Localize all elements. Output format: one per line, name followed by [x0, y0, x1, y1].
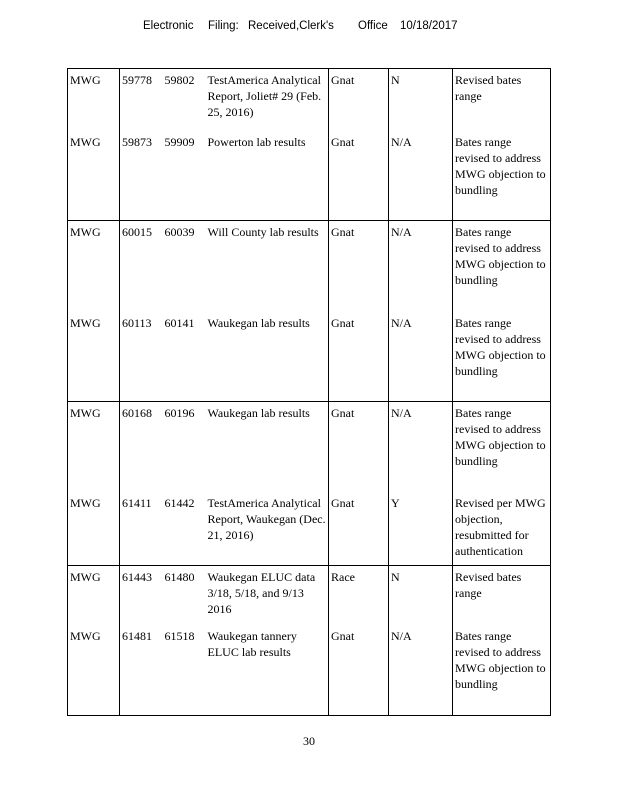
flag-cell: N/A [389, 402, 453, 492]
comment-cell: Bates range revised to address MWG objection to bundling [453, 131, 551, 221]
description-cell: Waukegan lab results [206, 402, 329, 492]
producer-cell: Race [329, 566, 389, 625]
page-number: 30 [303, 734, 315, 748]
header-filing: Filing: [208, 20, 239, 32]
flag-cell: N/A [389, 625, 453, 716]
producer-cell: Gnat [329, 221, 389, 312]
comment-cell: Bates range revised to address MWG objection to bundling [453, 221, 551, 312]
comment-cell: Revised bates range [453, 566, 551, 625]
comment-cell: Bates range revised to address MWG objection to bundling [453, 402, 551, 492]
bates-end-cell: 61480 [163, 566, 206, 625]
party-cell: MWG [68, 221, 120, 312]
comment-cell: Revised per MWG objection, resubmitted for authentication [453, 492, 551, 566]
producer-cell: Gnat [329, 69, 389, 131]
bates-table [67, 68, 551, 716]
flag-cell: N/A [389, 312, 453, 402]
flag-cell: N [389, 566, 453, 625]
party-cell: MWG [68, 566, 120, 625]
header-date: 10/18/2017 [400, 20, 458, 32]
bates-begin-cell: 59778 [120, 69, 163, 131]
header-received-clerks: Received,Clerk's [248, 20, 334, 32]
party-cell: MWG [68, 312, 120, 402]
bates-begin-cell: 61443 [120, 566, 163, 625]
flag-cell: N/A [389, 221, 453, 312]
table-row [68, 566, 551, 625]
table-row [68, 69, 551, 131]
description-cell: Waukegan ELUC data 3/18, 5/18, and 9/13 2016 [206, 566, 329, 625]
party-cell: MWG [68, 69, 120, 131]
bates-end-cell: 59909 [163, 131, 206, 221]
description-cell: Will County lab results [206, 221, 329, 312]
party-cell: MWG [68, 625, 120, 716]
description-cell: Waukegan lab results [206, 312, 329, 402]
header-electronic: Electronic [143, 20, 194, 32]
description-cell: TestAmerica Analytical Report, Joliet# 29 (Feb. 25, 2016) [206, 69, 329, 131]
bates-begin-cell: 59873 [120, 131, 163, 221]
table-row [68, 312, 551, 402]
flag-cell: Y [389, 492, 453, 566]
bates-begin-cell: 60113 [120, 312, 163, 402]
producer-cell: Gnat [329, 131, 389, 221]
table-row [68, 492, 551, 566]
bates-begin-cell: 61411 [120, 492, 163, 566]
flag-cell: N [389, 69, 453, 131]
description-cell: Powerton lab results [206, 131, 329, 221]
bates-end-cell: 60039 [163, 221, 206, 312]
description-cell: Waukegan tannery ELUC lab results [206, 625, 329, 716]
producer-cell: Gnat [329, 402, 389, 492]
description-cell: TestAmerica Analytical Report, Waukegan (Dec. 21, 2016) [206, 492, 329, 566]
flag-cell: N/A [389, 131, 453, 221]
bates-end-cell: 60196 [163, 402, 206, 492]
producer-cell: Gnat [329, 312, 389, 402]
filing-header [0, 20, 618, 38]
bates-end-cell: 59802 [163, 69, 206, 131]
party-cell: MWG [68, 492, 120, 566]
producer-cell: Gnat [329, 625, 389, 716]
bates-begin-cell: 61481 [120, 625, 163, 716]
comment-cell: Bates range revised to address MWG objection to bundling [453, 625, 551, 716]
table-row [68, 625, 551, 716]
bates-begin-cell: 60015 [120, 221, 163, 312]
producer-cell: Gnat [329, 492, 389, 566]
bates-end-cell: 61518 [163, 625, 206, 716]
bates-end-cell: 61442 [163, 492, 206, 566]
party-cell: MWG [68, 402, 120, 492]
bates-end-cell: 60141 [163, 312, 206, 402]
bates-begin-cell: 60168 [120, 402, 163, 492]
comment-cell: Revised bates range [453, 69, 551, 131]
table-row [68, 221, 551, 312]
header-office: Office [358, 20, 388, 32]
table-row [68, 402, 551, 492]
table-row [68, 131, 551, 221]
party-cell: MWG [68, 131, 120, 221]
comment-cell: Bates range revised to address MWG objection to bundling [453, 312, 551, 402]
